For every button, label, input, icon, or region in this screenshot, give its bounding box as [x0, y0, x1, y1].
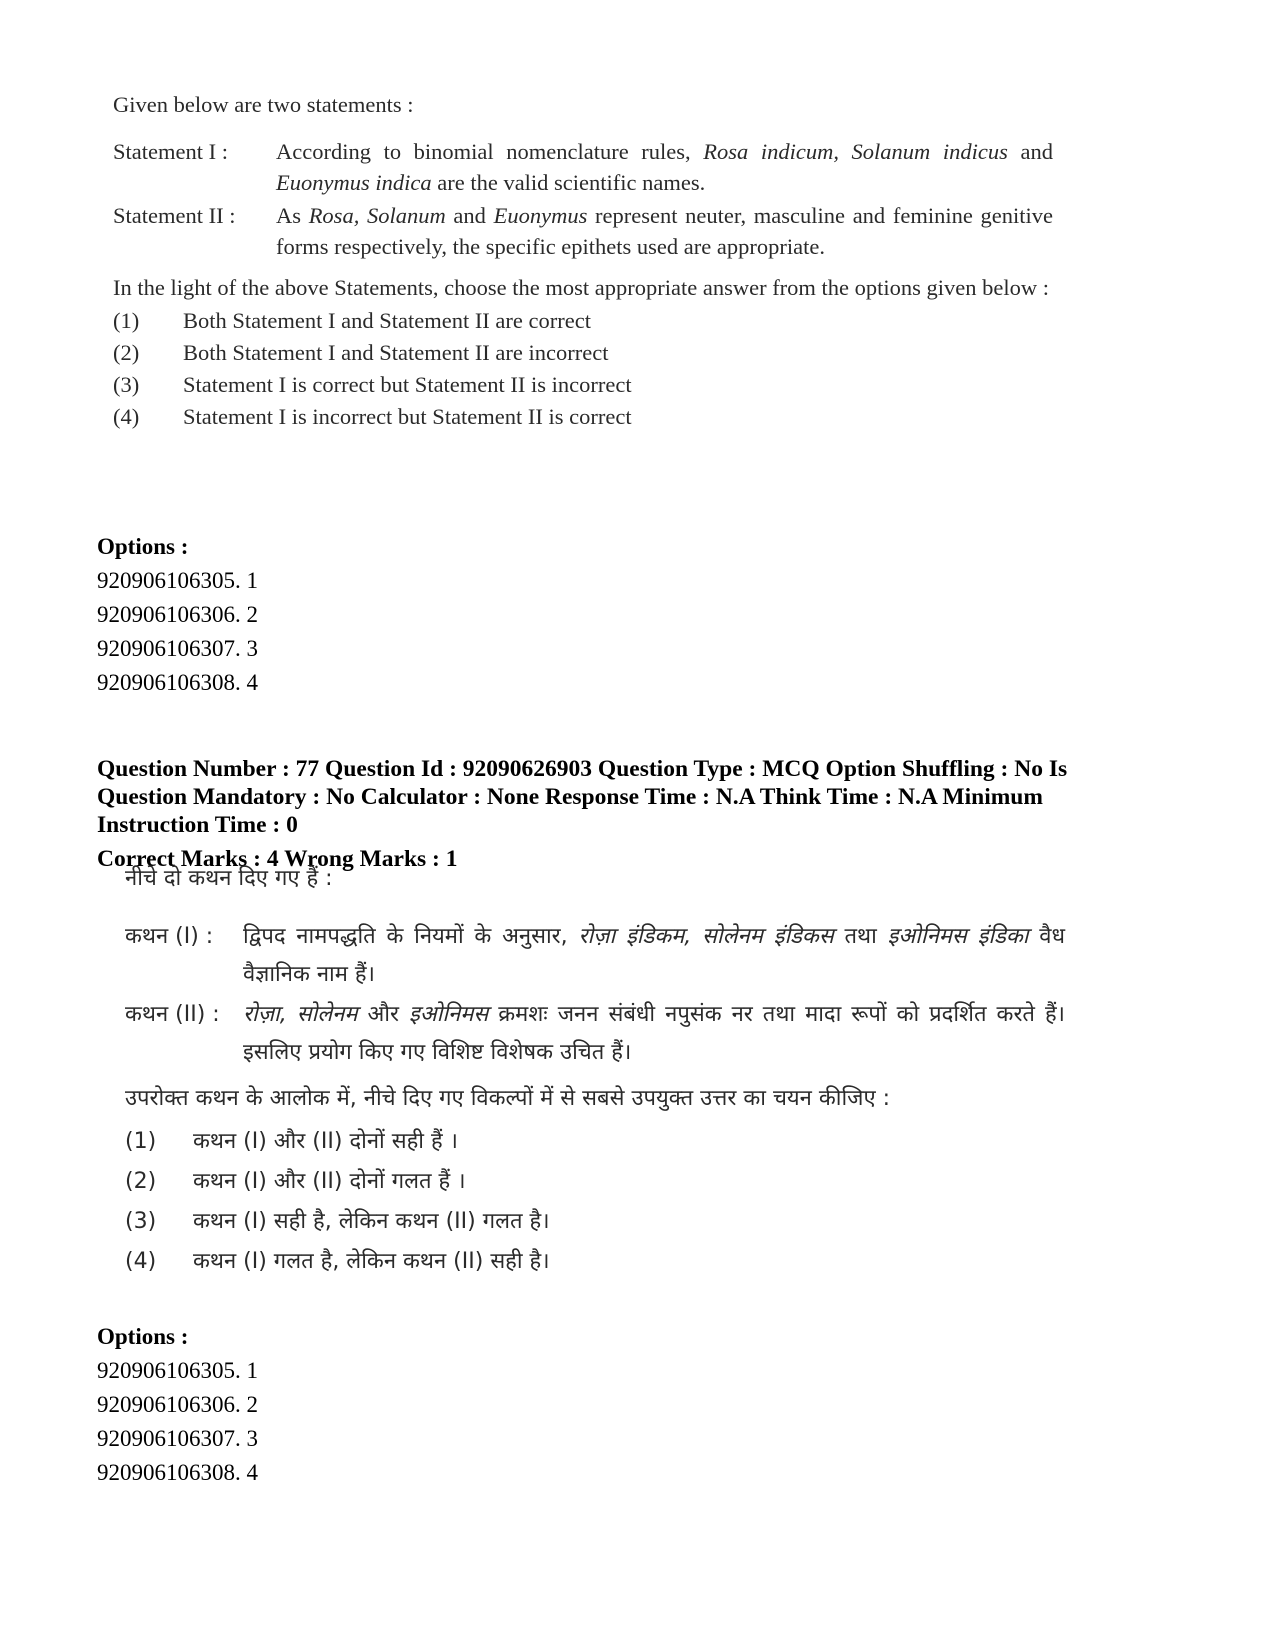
options-heading: Options :: [97, 534, 189, 559]
choice-3: (3) कथन (I) सही है, लेकिन कथन (II) गलत है।: [125, 1209, 550, 1234]
question-lead: उपरोक्त कथन के आलोक में, नीचे दिए गए विकल्पों में से सबसे उपयुक्त उत्तर का चयन कीजिए :: [125, 1086, 891, 1111]
option-item: 920906106305. 1: [97, 1358, 258, 1383]
meta-line: Question Number : 77 Question Id : 92090626903 Question Type : MCQ Option Shuffling : No Is: [97, 756, 1068, 782]
choice-2: (2) कथन (I) और (II) दोनों गलत हैं ।: [125, 1169, 466, 1194]
option-item: 920906106307. 3: [97, 636, 258, 661]
statement-2-text: As Rosa, Solanum and Euonymus represent neuter, masculine and feminine genitive forms respectively, the specific epithets used are appropriate.: [276, 203, 1053, 259]
statement-1-label: कथन (I) :: [125, 924, 214, 949]
statement-2-label: कथन (II) :: [125, 1002, 220, 1027]
option-item: 920906106308. 4: [97, 670, 258, 695]
choice-2: (2) Both Statement I and Statement II are incorrect: [113, 340, 609, 365]
question-lead: In the light of the above Statements, choose the most appropriate answer from the options given below :: [113, 275, 1050, 300]
option-item: 920906106308. 4: [97, 1460, 258, 1485]
option-item: 920906106305. 1: [97, 568, 258, 593]
choice-4: (4) Statement I is incorrect but Statement II is correct: [113, 404, 632, 429]
question-77-meta: [97, 755, 1177, 873]
statement-1: [125, 918, 1065, 994]
question-intro: नीचे दो कथन दिए गए हैं :: [125, 866, 333, 891]
question-77-hindi: [125, 862, 1065, 1282]
question-76-english: [113, 92, 1053, 433]
choice-1: (1) Both Statement I and Statement II are correct: [113, 308, 591, 333]
choice-1: (1) कथन (I) और (II) दोनों सही हैं ।: [125, 1129, 458, 1154]
statement-2: [113, 200, 1053, 262]
options-list-1: [97, 530, 258, 700]
options-list-2: [97, 1320, 258, 1490]
options-heading: Options :: [97, 1324, 189, 1349]
statement-2: [125, 996, 1065, 1072]
statement-2-label: Statement II :: [113, 203, 236, 228]
statement-2-text: रोज़ा, सोलेनम और इओनिमस क्रमशः जनन संबंधी नपुसंक नर तथा मादा रूपों को प्रदर्शित करते हैं। इसलिए प्रयोग किए गए विशिष्ट विशेषक उचित हैं।: [243, 1002, 1065, 1065]
option-item: 920906106307. 3: [97, 1426, 258, 1451]
meta-line: Question Mandatory : No Calculator : None Response Time : N.A Think Time : N.A Minimum: [97, 784, 1043, 810]
statement-1: [113, 136, 1053, 198]
statement-1-text: According to binomial nomenclature rules, Rosa indicum, Solanum indicus and Euonymus indica are the valid scientific names.: [276, 139, 1053, 195]
option-item: 920906106306. 2: [97, 1392, 258, 1417]
choice-3: (3) Statement I is correct but Statement II is incorrect: [113, 372, 632, 397]
option-item: 920906106306. 2: [97, 602, 258, 627]
meta-line: Instruction Time : 0: [97, 812, 298, 838]
choice-4: (4) कथन (I) गलत है, लेकिन कथन (II) सही है।: [125, 1249, 550, 1274]
marks-line: Correct Marks : 4 Wrong Marks : 1: [97, 846, 458, 872]
statement-1-text: द्विपद नामपद्धति के नियमों के अनुसार, रोज़ा इंडिकम, सोलेनम इंडिकस तथा इओनिमस इंडिका वैध वैज्ञानिक नाम हैं।: [243, 924, 1065, 987]
statement-1-label: Statement I :: [113, 139, 228, 164]
question-intro: Given below are two statements :: [113, 92, 414, 117]
